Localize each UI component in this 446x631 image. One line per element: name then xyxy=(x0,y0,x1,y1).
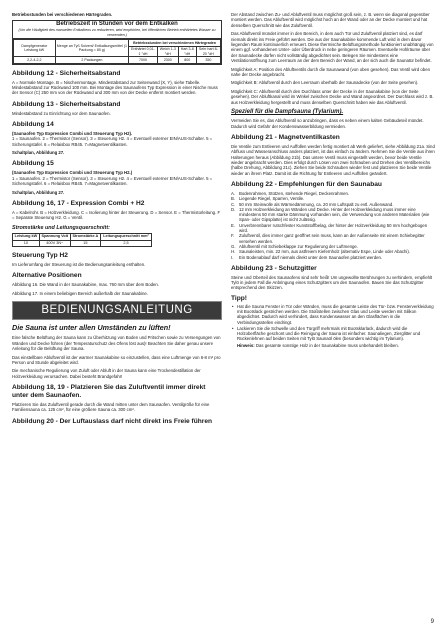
tips-list xyxy=(231,304,435,342)
heading-alt-positions: Alternative Positionen xyxy=(12,272,82,280)
list-item xyxy=(231,254,435,260)
list-item xyxy=(231,222,435,234)
ventilation-warning-heading: Die Sauna ist unter allen Umständen zu lüften! xyxy=(12,322,171,332)
heading-fig14: Abbildung 14 xyxy=(12,121,54,129)
cable-cell-current: 15 xyxy=(70,240,100,247)
cell-soft: 2300 xyxy=(157,57,178,63)
cable-table xyxy=(12,233,152,247)
descaling-table-subtitle: (Um die Häufigkeit des manuellen Entkalkens zu reduzieren, wird empfohlen, bei öffentlichen Betrieb enthärtetes Wasser zu verwenden.) xyxy=(13,28,221,39)
list-letter: E. xyxy=(231,222,236,228)
list-letter: D. xyxy=(231,206,236,212)
cable-header-voltage: Spannung Volt xyxy=(39,233,70,240)
list-letter: I. xyxy=(231,254,234,260)
heading-controller: Steuerung Typ H2 xyxy=(12,252,68,260)
text-fig15: 1 = Saunaofen. 2 = Thermistor (Sensor). 3 = Steuerung H2. 4 = Eventuell externer EIN/AUS-Schalter. 5 = Sicherungstafel. 6 = Relaisbox RB45. 7=Magnetventilkasten. xyxy=(12,175,213,187)
text-option-a: Möglichkeit A: Position des Abluftventils durch die Saunawand (von oben gesehen). Das Ventil wird oben nahe der Decke angebracht. xyxy=(231,66,430,78)
list-text: Bodenrahmen, Stützen, stehende Riegel, Deckenrahmen. xyxy=(239,190,350,196)
text-controller: Im Lieferumfang der Steuerung ist die Bedienungsanleitung enthalten. xyxy=(12,261,146,267)
ventilation-warning-2: Das einstellbare Abluftventil ist der warmer Saunakabine so einzustellen, dass eine Luftmenge von 6-8 m³ pro Person und Stunde abgeleitet wird. xyxy=(12,354,221,366)
text-option-b: Möglichkeit B: Abluftventil durch den Leerraum oberhalb der Saunadecke (von der Seite gesehen). xyxy=(231,80,419,86)
text-exhaust-2: Das Abluftventil mündet immer in den Bereich, in dem auch Tür und Zuluftventil platziert sind, es darf niemals direkt ins Freie geführt werden. Die aus der Saunakabine kommende Luft wird in dem davor liegenden Raum kontinuierlich erneuert. Diese thermische Belüftungsmethode funktioniert unabhängig von einem ggf. vorhandenen Unter- oder Überdruck in nebe geringeren Räumen. Eventuelle Hohlräume über der Saunadecke dürfen nicht vollständig abgedichtet sein. Belegen Sie mindestens eine Ventilationsöffnung zum Leerraum an der dem Bereich der Wand, an der sich auch die Saunatür befindet. xyxy=(231,31,434,64)
cable-cell-cross-section: 2,5 xyxy=(101,240,152,247)
page-number: 9 xyxy=(430,619,434,625)
list-letter: G. xyxy=(231,243,236,249)
text-exhaust-1: Der Abstand zwischen Zu- und Abluftventil muss möglichst groß sein, z. B. wenn sie diagonal gegenüber montiert werden. Das Abluftventil wird möglichst hoch an der Wand oder an der Decke montiert und hat denselben Querschnitt wie das Zuluftventil. xyxy=(231,12,430,28)
cell-very-hard: 350 xyxy=(196,57,220,63)
col-header-hours: Betriebsstunden bei verschiedenen Härtegraden xyxy=(129,40,221,46)
list-letter: F. xyxy=(231,233,235,239)
list-item: • Lackieren Sie die Schwelle und den Türgriff mehrmals mit Bootsklarlack, dadurch wird die Holzoberfläche geschont und die Reinigung der Sauna ist einfacher. Saunaliegen, Zierglitter und Rückenlehnen auf beiden Seiten mit Tylö Saunaöl ölen (besonders wichtig im Tylarium). xyxy=(237,326,435,342)
text-option-c: Möglichkeit C: Abluftventil durch den Durchlass unter der Decke in der Saunakabine (von der Seite gesehen). Der Abluftkanal wird im Winkel zwischen Decke und Wand angeordnet. Der Durchlass wird z. B. aus Holzverkleidung hergestellt und muss denselben Querschnitt haben wie das Abluftventil. xyxy=(231,88,434,105)
heading-fig16-17: Abbildung 16, 17 - Expression Combi + H2 xyxy=(12,199,145,207)
cell-softened: 7000 xyxy=(129,57,158,63)
tip-heading: Tipp! xyxy=(231,294,247,302)
hint-paragraph xyxy=(231,343,435,348)
text-fig18-19: Platzieren Sie das Zuluftventil gerade durch die Wand mitten unter dem Saunaofen. Ventilgröße für eine Familiensauna ca. 125 cm², für eine größere Sauna ca. 300 cm². xyxy=(12,401,210,413)
heading-fig20: Abbildung 20 - Der Luftauslass darf nicht direkt ins Freie führen xyxy=(12,417,213,425)
operating-instructions-banner: BEDIENUNGSANLEITUNG xyxy=(12,301,222,320)
heading-fig21: Abbildung 21 - Magnetventilkasten xyxy=(231,133,340,141)
col-header-amount: Menge an Tyß Solvent/ Entkalkungsmittel (1 Packung = 80 g) xyxy=(55,40,128,57)
wiring-ref-fig14: Schaltplan, Abbildung 27. xyxy=(12,150,65,156)
cable-header-cross-section: Leitungsquerschnitt mm² xyxy=(101,233,152,240)
text-fig13: Mindestabstand zu Einrichtung vor dem Saunaofen. xyxy=(12,110,111,116)
hardness-hard: Hart 3-8 °dH xyxy=(178,46,196,57)
heading-fig23: Abbildung 23 - Schutzgitter xyxy=(231,264,317,272)
subheading-fig14: (Saunaofen Typ Expression Combi und Steuerung Typ H2). xyxy=(12,130,133,136)
hint-text: Das gesamte sonstige Holz in der Saunakabine muss unbehandelt bleiben. xyxy=(255,342,399,348)
text-fig21: Die Ventile zum Entleeren und Auffüllen werden fertig montiert ab Werk geliefert, siehe Abbildung 21a. Sind Abfluss und Wasseranschluss anders platziert, ist das einfach zu ändern. Nehmen Sie die Ventile aus ihren Halterungen heraus (Abbildung 21b). Das untere Ventil muss eingestellt werden, bevor beide Ventile wieder angebracht werden. Dies erfolgt durch Lösen von zwei Schrauben und Drehen des Ventilbereichs (halbe Drehung, Abbildung 21c). Ziehen Sie beide Schrauben wieder fest und platzieren Sie beide Ventile wieder an ihrem Platz. Damit ist die Richtung für Entleeren und Auffüllen geändert. xyxy=(231,143,435,176)
hardness-soft: Weich 1-3 °dH xyxy=(157,46,178,57)
heading-fig22: Abbildung 22 - Empfehlungen für den Saunabau xyxy=(231,181,382,189)
subheading-fig15: (Saunaofen Typ Expression Combi und Steuerung Typ H2.) xyxy=(12,170,133,176)
list-item: • Hat die Sauna Fenster in Tür oder Wänden, muss die gesamte Leiste des Tür- bzw. Fensterverkleidung mit Bootslack gestrichen werden. Die Stoßstellen zwischen Glas und Leiste werden mit Silikon abgedichtet. Dadurch wird verhindert, dass Kondenswasser an den Glasflächen in die Verbindungsstellen eindringt. xyxy=(237,304,435,325)
list-text: Zuluftventil, dies immer ganz geöffnet sein muss, kann an der Außenseite mit einem Schiebegitter versehen werden. xyxy=(239,233,425,244)
list-item xyxy=(231,233,435,244)
hint-label: Hinweis: xyxy=(237,342,255,348)
cell-amount: 2 Packungen xyxy=(55,57,128,63)
hardness-softened: Enthärtet 0,01-1 °dH xyxy=(129,46,158,57)
list-letter: B. xyxy=(231,196,236,202)
text-steam-sauna: Vermeiden Sie es, das Abluftventil so anzubringen, dass es neben einem kalten Gebäudeteil mündet. Dadurch wird Gefahr der Kondenswasserbildung vermieden. xyxy=(231,118,424,129)
list-item xyxy=(231,206,435,223)
left-column xyxy=(12,12,222,427)
table-row xyxy=(14,57,221,63)
text-fig12: A = Normale Montage. B = Nischenmontage. Mindestabstand zur Seitenwand (X, Y), siehe Tabelle. Mindestabstand zur Rückwand 100 mm. Bei Montage des Saunaofens Typ Expression in einer Nische muss der Sensor (C) 250 mm von der Rückwand und 300 mm von der Decke entfernt montiert werden. xyxy=(12,79,218,96)
heading-fig15: Abbildung 15 xyxy=(12,160,54,168)
construction-list xyxy=(231,191,435,260)
list-text: 12 mm Holzverkleidung an Wänden und Decke. Hinter der Holzverkleidung muss immer eine mindestens 50 mm starke Dämmung vorhanden sein, die Verwendung von anderen Materialien (wie Span- oder Gipsplatte) ist nicht zulässig. xyxy=(239,206,430,223)
heading-fig13: Abbildung 13 - Sicherheitsabstand xyxy=(12,100,121,108)
ventilation-warning-1: Eine falsche Belüftung der Sauna kann zu Überhitzung von Boden und Pritschen sowie zu Versengungen von Wänden und Decke führen (der Temperaturschutz des Ofens löst aus)! Beachten Sie daher genau unsere Anleitung für die Belüftung der Sauna. xyxy=(12,335,221,352)
text-alt-positions-1: Abbildung 16. Die Wand in der Saunakabine, max. 760 mm über dem Boden. xyxy=(12,282,159,288)
list-text: Ein Bodenablauf darf niemals direkt unter dem Saunaofen platziert werden. xyxy=(239,254,383,260)
heading-fig12: Abbildung 12 - Sicherheitsabstand xyxy=(12,69,121,77)
list-letter: H. xyxy=(231,249,236,255)
list-letter: C. xyxy=(231,201,236,207)
table-row xyxy=(13,240,152,247)
cell-power: 2,2-4-2,2 xyxy=(14,57,56,63)
wiring-ref-fig15: Schaltplan, Abbildung 27. xyxy=(12,189,65,195)
list-text: Unverbrennbarer rutschfester Kunststoffbelag, der hinter der Holzverkleidung 50 mm hochgebogen wird. xyxy=(239,222,428,234)
cable-header-current: Stromstärke A xyxy=(70,233,100,240)
list-letter: A. xyxy=(231,190,236,196)
header-note: Betriebsstunden bei verschiedenen Härtegraden. xyxy=(12,12,113,17)
text-fig16-17: A = Kabelrohr. B = Holzverkleidung. C = Isolierung hinter der Steuerung. D = Sensor. E = Thermistorleitung. F = Separate Steuerung H2. G = Ventil. xyxy=(12,209,221,221)
col-header-power: Dampfgenerator Leistung kW xyxy=(14,40,56,57)
heading-fig18-19: Abbildung 18, 19 - Platzieren Sie das Zuluftventil immer direkt unter dem Saunaofen. xyxy=(12,384,206,400)
list-text: Liegende Riegel, Sparren, Ventile. xyxy=(239,196,305,202)
list-text: Saunaleisten, min. 22 mm, aus astfreiem Kiefernholz (alternativ Espe, Linde oder Abachi). xyxy=(239,249,411,255)
list-text: Abluftventil mit Schiebeklappe zur Regulierung der Luftmenge. xyxy=(239,243,358,249)
ventilation-warning-3: Die mechanische Regulierung von Zuluft oder Abluft in der Sauna kann eine Trockendestillation der Holzverkleidung verursachen. Dabei besteht Brandgefahr! xyxy=(12,368,201,379)
heading-steam-sauna: Speziell für die Dampfsauna (Tylarium). xyxy=(231,109,344,116)
text-fig14: 1 = Saunaofen. 2 = Thermistor (Sensor). 3 = Steuerung H2. 4 = Eventuell externer EIN/AUS-Schalter. 5 = Sicherungstafel. 6 = Relaisbox RB45. 7=Magnetventilkasten. xyxy=(12,136,213,147)
descaling-table-box xyxy=(12,20,222,64)
descaling-table-title: Betriebszeit in Stunden vor dem Entkalken xyxy=(56,21,178,28)
cell-hard: 800 xyxy=(178,57,196,63)
cable-heading: Stromstärke und Leitungsquerschnitt: xyxy=(12,224,110,231)
descaling-table xyxy=(13,39,221,64)
right-column xyxy=(231,12,435,351)
hardness-very-hard: Sehr hart 8-20 °dH xyxy=(196,46,220,57)
text-fig23: Steine und Oberteil des Saunaofens sind sehr heiß! Um ungewollte Berührungen zu verhindern, empfiehlt Tylö in jedem Fall die Anbringung eines Schutzgitters um den Saunaofen. Bauen Sie das Schutzgitter entsprechend den Skizzen. xyxy=(231,274,433,291)
text-alt-positions-2: Abbildung 17. In einem beliebigen Bereich außerhalb der Saunakabine. xyxy=(12,290,148,296)
cable-cell-power: 10 xyxy=(13,240,40,247)
cable-header-power: Leistung kW xyxy=(13,233,40,240)
cable-cell-voltage: 400V 3N~ xyxy=(39,240,70,247)
list-text: 50 mm Steinwolle als Wärmedämmung, ca. 20 mm Luftspalt zu evtl. Außenwand. xyxy=(239,201,394,207)
